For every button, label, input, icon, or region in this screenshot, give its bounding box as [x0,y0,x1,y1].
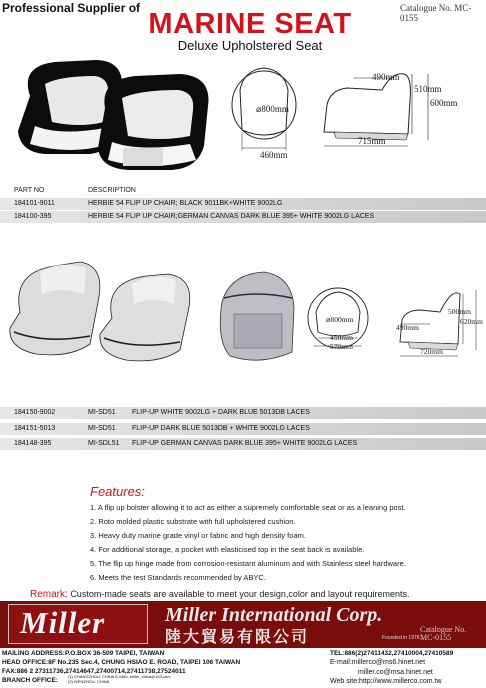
part-description: FLIP-UP DARK BLUE 5013DB + WHITE 9002LG LACES [132,425,310,432]
chair-dimension-drawing-2 [300,282,486,362]
part-number: 184151-5013 [14,425,56,432]
table-row [14,211,484,223]
dim-depth-490: 490mm [372,72,400,82]
feature-item: 2. Roto molded plastic substrate with full upholstered cushion. [90,517,296,526]
table-row [14,407,484,419]
head-office: HEAD OFFICE:8F No.235 Sec.4, CHUNG HSIAO E. ROAD, TAIPEI 106 TAIWAN [2,659,241,666]
part-description: FLIP-UP WHITE 9002LG + DARK BLUE 5013DB LACES [132,409,310,416]
dim-width-460: 460mm [260,150,288,160]
col-part-no: PART NO [14,187,45,194]
dim-depth-490: 490mm [396,323,419,332]
model-code: MI-SDL51 [88,440,120,447]
white-seat-photo [0,252,300,372]
remark-label: Remark: [30,589,68,600]
remark-line [30,589,410,600]
feature-item: 6. Meets the test Standards recommended by ABYC. [90,573,266,582]
dim-diameter-800: ⌀800mm [326,315,354,324]
dim-length-720: 720mm [420,347,443,356]
remark-text: Custom-made seats are available to meet your design,color and layout requirements. [70,589,410,599]
part-number: 184150-9002 [14,409,56,416]
email-primary[interactable]: E-mail:millerco@ms6.hinet.net [330,659,426,666]
company-name-cn: 陸大貿易有限公司 [165,627,310,646]
table-row [14,198,484,210]
black-white-chair-photo [0,56,215,174]
branch-line-1: (1) CHANGZHOU, CHINA E-MAIL:miller_china@163.com [68,674,171,679]
dim-length-715: 715mm [358,136,386,146]
miller-logo: Miller [20,605,106,640]
feature-item: 1. A flip up bolster allowing it to act as either a supremely comfortable seat or as a leaning post. [90,503,406,512]
part-number: 184100-395 [14,213,52,220]
footer-catalog-label: Catalogue No. [420,625,467,634]
footer-catalog-number [420,626,466,642]
dim-height-600: 600mm [430,98,458,108]
model-code: MI-SD51 [88,425,116,432]
dim-height-510: 510mm [414,84,442,94]
part-description: FLIP-UP GERMAN CANVAS DARK BLUE 395+ WHITE 9002LG LACES [132,440,358,447]
fax-numbers: FAX:886 2 27311736,27414647,27400714,27411738,27524011 [2,668,186,675]
feature-item: 4. For additional storage, a pocket with elasticised top in the seat back is available. [90,545,365,554]
features-heading: Features: [90,484,145,499]
dim-height-620: 620mm [460,317,483,326]
branch-label: BRANCH OFFICE: [2,677,58,684]
part-description: HERBIE 54 FLIP UP CHAIR; BLACK 9011BK+WHITE 9002LG [88,200,283,207]
branch-lines [68,675,171,684]
email-secondary[interactable]: miller.co@msa.hinet.net [358,669,433,676]
telephone: TEL:886(2)27411432,27410004,27410589 [330,650,454,657]
table-row [14,438,484,450]
company-name-en: Miller International Corp. [165,604,383,626]
dim-width-570: 570mm [330,342,353,351]
branch-office [2,674,171,684]
chair-dimension-drawing-1 [222,60,486,165]
model-code: MI-SD51 [88,409,116,416]
dim-width-450: 450mm [330,333,353,342]
feature-item: 5. The flip up hinge made from corrosion-resistant aluminum and with Stainless steel hardware. [90,559,406,568]
mailing-address: MAILING ADDRESS:P.O.BOX 36-509 TAIPEI, TAIWAN [2,650,165,657]
part-number: 184101-9011 [14,200,55,207]
col-description: DESCRIPTION [88,187,136,194]
feature-item: 3. Heavy duty marine grade vinyl or fabric and high density foam. [90,531,306,540]
catalog-number: Catalogue No. MC-0155 [400,3,472,23]
dim-height-500: 500mm [448,307,471,316]
branch-line-2: (2) WENZHOU, CHINA [68,678,110,684]
dim-diameter-800: ⌀800mm [256,104,289,114]
supplier-heading: Professional Supplier of [2,1,141,15]
page-subtitle: Deluxe Upholstered Seat [177,38,323,53]
table1-header [14,187,474,198]
part-description: HERBIE 54 FLIP UP CHAIR;GERMAN CANVAS DARK BLUE 395+ WHITE 9002LG LACES [88,213,375,220]
footer-catalog-value: MC-0155 [420,633,452,642]
website-link[interactable]: Web site:http://www.millerco.com.tw [330,678,442,685]
part-number: 184148-395 [14,440,52,447]
table-row [14,423,484,435]
page-title: MARINE SEAT [148,8,352,40]
founded-note: Founded in 1978 [382,635,420,641]
